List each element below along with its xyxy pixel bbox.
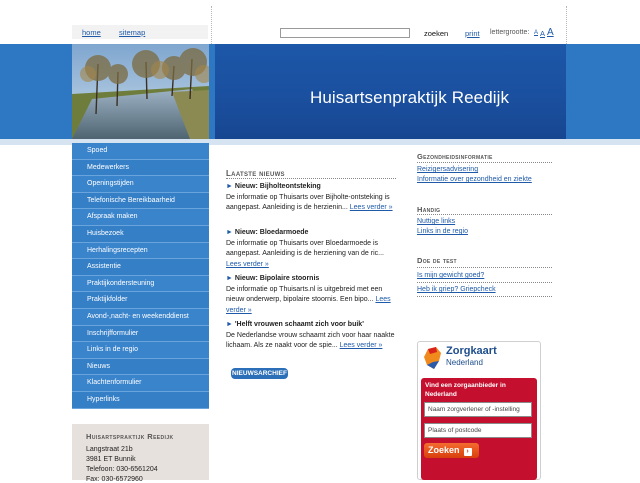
- zorgverlener-name-input[interactable]: Naam zorgverlener of -instelling: [424, 402, 532, 417]
- link-reizigersadvisering[interactable]: Reizigersadvisering: [417, 166, 479, 173]
- sidebar-item-herhalingsrecepten[interactable]: Herhalingsrecepten: [72, 243, 209, 260]
- sitemap-link[interactable]: sitemap: [119, 28, 146, 37]
- address-fax: Fax: 030-6572960: [86, 476, 143, 483]
- fontsize-medium-link[interactable]: A: [540, 29, 546, 38]
- arrow-right-icon: ›: [464, 448, 472, 456]
- divider: [211, 6, 212, 44]
- divider: [566, 6, 567, 44]
- print-link[interactable]: print: [465, 29, 480, 38]
- read-more-link[interactable]: Lees verder »: [349, 204, 393, 211]
- news-item-text: De informatie op Thuisarts over Bloedarmoede is aangepast. Aanleiding is de herziening van de ric...: [226, 239, 384, 257]
- sidebar-item-spoed[interactable]: Spoed: [72, 143, 209, 160]
- link-nuttige-links[interactable]: Nuttige links: [417, 218, 456, 225]
- sidebar-item-medewerkers[interactable]: Medewerkers: [72, 160, 209, 177]
- sidebar-item-assistentie[interactable]: Assistentie: [72, 259, 209, 276]
- news-item-title[interactable]: Nieuw: Bijholteontsteking: [234, 183, 321, 190]
- news-item-title[interactable]: 'Helft vrouwen schaamt zich voor buik': [234, 321, 364, 328]
- test-heading: Doe de test: [417, 256, 457, 265]
- news-divider: [226, 178, 396, 179]
- news-item-text: De informatie op Thuisarts.nl is uitgebreid met een nieuw onderwerp, bipolaire stoornis. Een bipo...: [226, 285, 383, 303]
- address-street: Langstraat 21b: [86, 446, 133, 453]
- news-item-text: De informatie op Thuisarts over Bijholte-ontsteking is aangepast. Aanleiding is de herzienin...: [226, 193, 390, 211]
- address-city: 3981 ET Bunnik: [86, 456, 136, 463]
- sidebar-item-huisbezoek[interactable]: Huisbezoek: [72, 226, 209, 243]
- arrow-right-icon: ►: [226, 183, 233, 190]
- news-item: [226, 228, 396, 270]
- canal-landscape-image: [72, 44, 209, 139]
- link-gewicht-test[interactable]: Is mijn gewicht goed?: [417, 272, 485, 279]
- sidebar-nav: [72, 143, 209, 409]
- news-item-text: De Nederlandse vrouw schaamt zich voor haar naakte lichaam. Als ze naakt voor de spie...: [226, 331, 395, 349]
- news-heading: Laatste nieuws: [226, 169, 285, 178]
- sidebar-item-avond-nacht-weekenddienst[interactable]: Avond-,nacht- en weekenddienst: [72, 309, 209, 326]
- sidebar-item-openingstijden[interactable]: Openingstijden: [72, 176, 209, 193]
- news-item: [226, 182, 396, 214]
- home-link[interactable]: home: [82, 28, 101, 37]
- zorgkaart-subtitle: Nederland: [446, 358, 483, 367]
- arrow-right-icon: ►: [226, 275, 233, 282]
- read-more-link[interactable]: Lees verder »: [226, 296, 391, 314]
- arrow-right-icon: ►: [226, 229, 233, 236]
- fontsize-small-link[interactable]: A: [534, 30, 539, 36]
- fontsize-label: lettergrootte:: [490, 29, 530, 36]
- site-title: Huisartsenpraktijk Reedijk: [310, 88, 510, 107]
- zorgkaart-search-button[interactable]: [424, 443, 479, 458]
- zorgkaart-prompt: Vind een zorgaanbieder in Nederland: [425, 382, 506, 398]
- news-archive-button[interactable]: NIEUWSARCHIEF: [232, 370, 287, 377]
- sidebar-item-afspraak-maken[interactable]: Afspraak maken: [72, 209, 209, 226]
- divider: [417, 267, 552, 268]
- sidebar-item-praktijkondersteuning[interactable]: Praktijkondersteuning: [72, 276, 209, 293]
- news-item: [226, 320, 396, 352]
- sidebar-item-links-in-de-regio[interactable]: Links in de regio: [72, 342, 209, 359]
- link-griepcheck[interactable]: Heb ik griep? Griepcheck: [417, 286, 496, 293]
- divider: [417, 162, 552, 163]
- sidebar-item-telefonische-bereikbaarheid[interactable]: Telefonische Bereikbaarheid: [72, 193, 209, 210]
- news-item: [226, 274, 396, 316]
- address-title: Huisartspraktijk Reedijk: [86, 432, 174, 441]
- header-photo: [72, 44, 209, 139]
- zorgkaart-title: Zorgkaart: [446, 345, 497, 357]
- divider: [417, 282, 552, 283]
- fontsize-large-link[interactable]: A: [547, 27, 554, 38]
- read-more-link[interactable]: Lees verder »: [226, 260, 269, 268]
- zorgkaart-search-label: Zoeken: [428, 445, 460, 455]
- news-item-title[interactable]: Nieuw: Bipolaire stoornis: [234, 275, 320, 282]
- sidebar-item-hyperlinks[interactable]: Hyperlinks: [72, 392, 209, 409]
- link-gezondheid-ziekte[interactable]: Informatie over gezondheid en ziekte: [417, 176, 532, 183]
- arrow-right-icon: ►: [226, 321, 233, 328]
- sidebar-item-inschrijfformulier[interactable]: Inschrijfformulier: [72, 326, 209, 343]
- address-phone: Telefoon: 030-6561204: [86, 466, 158, 473]
- search-input[interactable]: [280, 28, 410, 38]
- netherlands-map-icon: [424, 347, 442, 369]
- sidebar-item-nieuws[interactable]: Nieuws: [72, 359, 209, 376]
- health-info-heading: Gezondheidsinformatie: [417, 152, 493, 161]
- sidebar-item-klachtenformulier[interactable]: Klachtenformulier: [72, 375, 209, 392]
- read-more-link[interactable]: Lees verder »: [339, 342, 383, 349]
- divider: [417, 296, 552, 297]
- divider: [417, 214, 552, 215]
- handig-heading: Handig: [417, 205, 441, 214]
- link-links-in-de-regio[interactable]: Links in de regio: [417, 228, 468, 235]
- sidebar-item-praktijkfolder[interactable]: Praktijkfolder: [72, 292, 209, 309]
- search-button[interactable]: zoeken: [424, 29, 449, 38]
- news-item-title[interactable]: Nieuw: Bloedarmoede: [234, 229, 309, 236]
- place-postcode-input[interactable]: Plaats of postcode: [424, 423, 532, 438]
